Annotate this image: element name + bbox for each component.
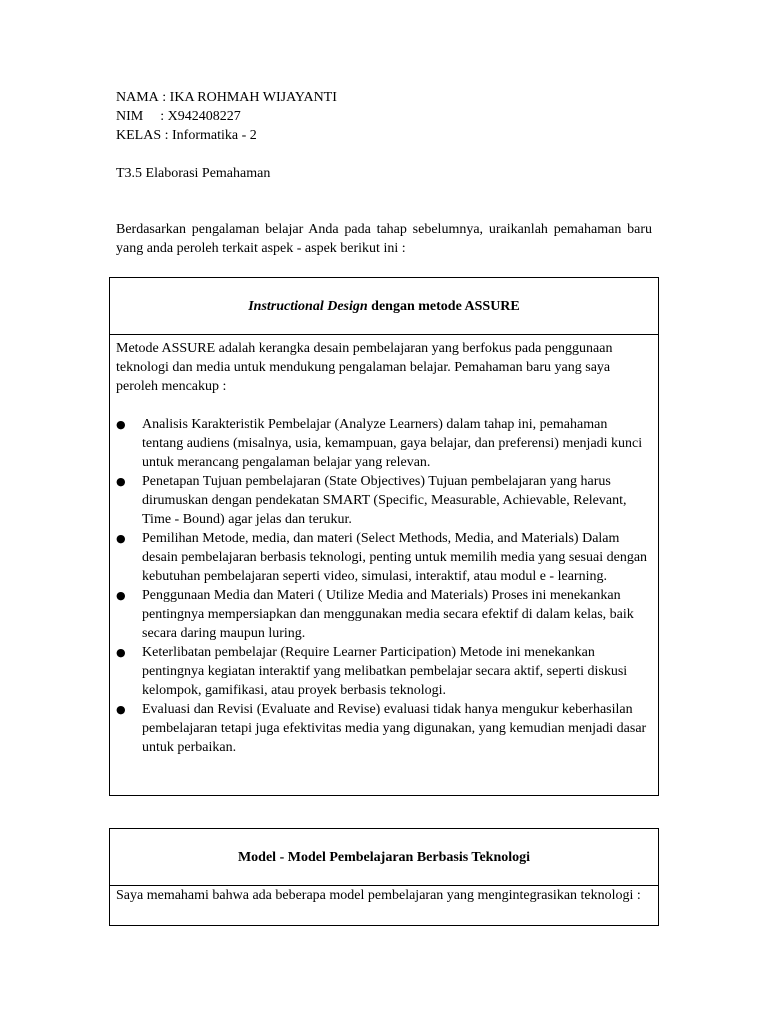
kelas-label: KELAS — [116, 128, 162, 143]
assure-section-body — [110, 335, 659, 796]
models-section-header — [110, 829, 659, 886]
bullet-text: Keterlibatan pembelajar (Require Learner Participation) Metode ini menekankan pentingnya kegiatan interaktif yang melibatkan pembelajar secara aktif, seperti diskusi kelompok, gamifikasi, atau proyek berbasis teknologi. — [142, 645, 628, 698]
bullet-icon: ● — [116, 532, 126, 545]
list-item — [116, 529, 648, 586]
list-item — [116, 586, 648, 643]
nama-line — [116, 88, 652, 107]
nama-label: NAMA — [116, 90, 159, 105]
nim-label: NIM — [116, 109, 144, 124]
bullet-text: Penggunaan Media dan Materi ( Utilize Media and Materials) Proses ini menekankan pentingnya mempersiapkan dan menggunakan media secara efektif di dalam kelas, baik secara daring maupun luring. — [142, 588, 634, 641]
models-section-table — [109, 828, 659, 926]
list-item — [116, 700, 648, 757]
bullet-icon: ● — [116, 703, 126, 716]
list-item — [116, 643, 648, 700]
task-title: T3.5 Elaborasi Pemahaman — [116, 166, 271, 181]
document-page — [116, 88, 652, 258]
bullet-text: Pemilihan Metode, media, dan materi (Select Methods, Media, and Materials) Dalam desain pembelajaran berbasis teknologi, penting untuk memilih media yang sesuai dengan kebutuhan pembelajaran seperti video, simulasi, interaktif, atau modul e - learning. — [142, 531, 648, 584]
nama-value: : IKA ROHMAH WIJAYANTI — [162, 90, 337, 105]
list-item — [116, 415, 648, 472]
bullet-text: Evaluasi dan Revisi (Evaluate and Revise) evaluasi tidak hanya mengukur keberhasilan pembelajaran tetapi juga efektivitas media yang digunakan, yang kemudian menjadi dasar untuk perbaikan. — [142, 702, 647, 755]
assure-section-title — [110, 297, 658, 316]
kelas-value: : Informatika - 2 — [164, 128, 257, 143]
assure-section-table — [109, 277, 659, 796]
bullet-text: Penetapan Tujuan pembelajaran (State Objectives) Tujuan pembelajaran yang harus dirumuskan dengan pendekatan SMART (Specific, Measurable, Achievable, Relevant, Time - Bound) agar jelas dan terukur. — [142, 474, 627, 527]
assure-title-italic: Instructional Design — [248, 298, 368, 314]
bullet-icon: ● — [116, 418, 126, 431]
nim-line — [116, 107, 652, 126]
bullet-icon: ● — [116, 646, 126, 659]
models-section-body — [110, 886, 659, 926]
list-item — [116, 472, 648, 529]
bullet-icon: ● — [116, 589, 126, 602]
assure-title-rest: dengan metode ASSURE — [367, 298, 520, 314]
kelas-line — [116, 126, 652, 145]
assure-bullet-list — [116, 415, 648, 757]
bullet-text: Analisis Karakteristik Pembelajar (Analyze Learners) dalam tahap ini, pemahaman tentang audiens (misalnya, usia, kemampuan, gaya belajar, dan preferensi) menjadi kunci untuk merancang pengalaman belajar yang relevan. — [142, 417, 643, 470]
models-intro-paragraph: Saya memahami bahwa ada beberapa model pembelajaran yang mengintegrasikan teknologi : — [116, 888, 641, 903]
assure-intro-paragraph: Metode ASSURE adalah kerangka desain pembelajaran yang berfokus pada penggunaan teknologi dan media untuk mendukung pengalaman belajar. Pemahaman baru yang saya peroleh mencakup : — [116, 341, 613, 394]
bullet-icon: ● — [116, 475, 126, 488]
models-section-title: Model - Model Pembelajaran Berbasis Teknologi — [237, 849, 531, 865]
assure-section-header — [110, 278, 659, 335]
intro-paragraph: Berdasarkan pengalaman belajar Anda pada tahap sebelumnya, uraikanlah pemahaman baru yang anda peroleh terkait aspek - aspek berikut ini : — [116, 222, 652, 256]
nim-value: : X942408227 — [160, 109, 241, 124]
